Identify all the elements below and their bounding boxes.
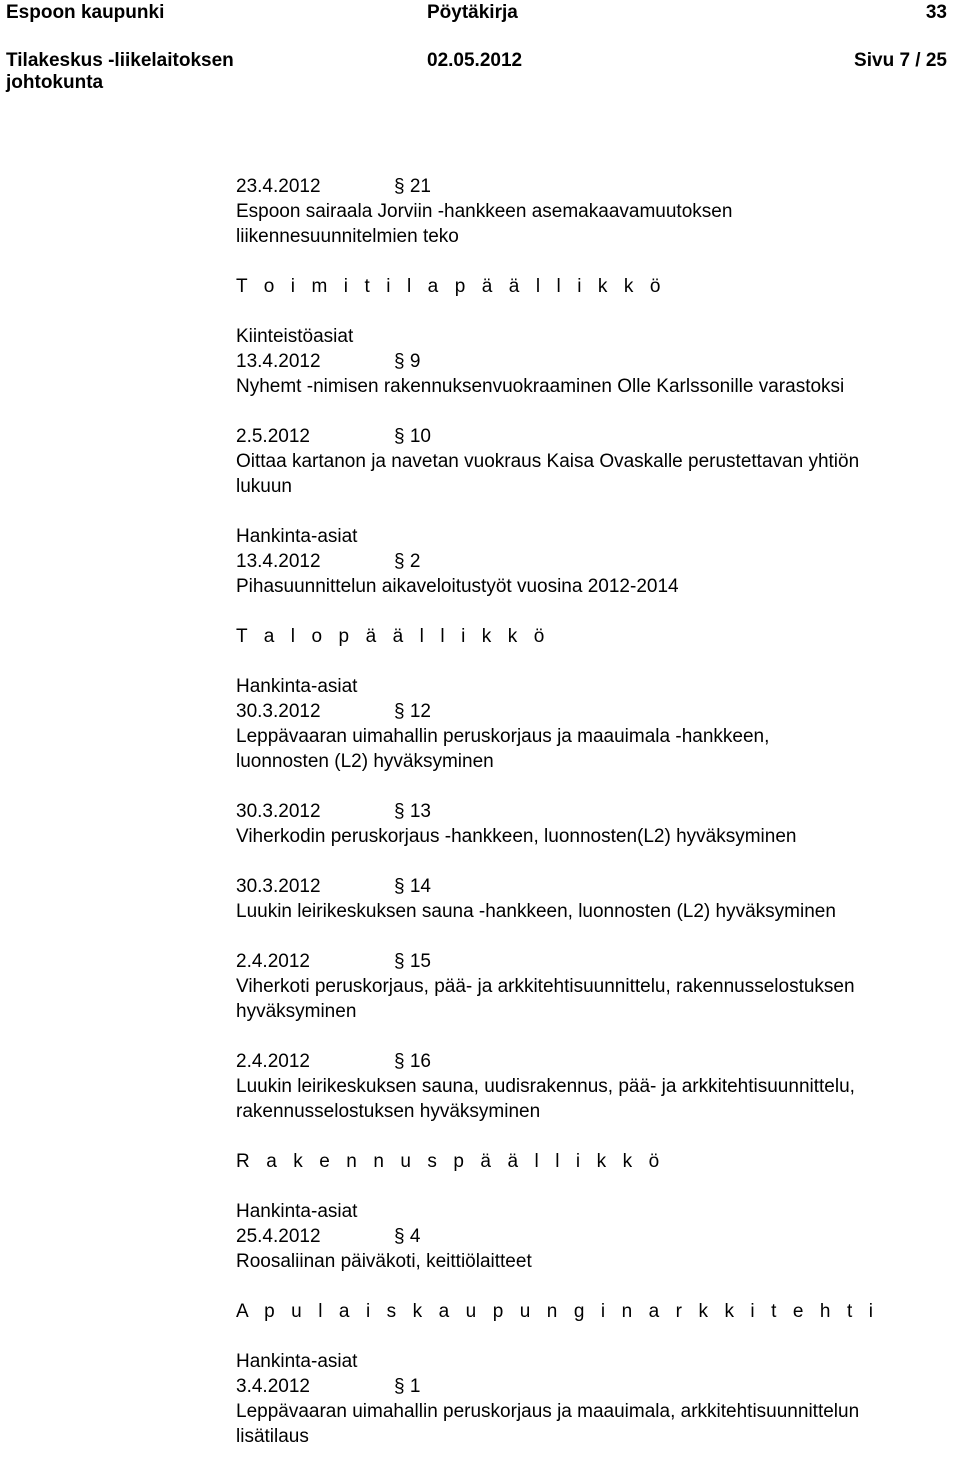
item-date: 2.4.2012 (236, 1051, 310, 1072)
item-date: 30.3.2012 (236, 876, 321, 897)
item-title: luonnosten (L2) hyväksyminen (236, 751, 494, 772)
item-date: 25.4.2012 (236, 1226, 321, 1247)
item-title: Luukin leirikeskuksen sauna, uudisrakennus, pää- ja arkkitehtisuunnittelu, (236, 1076, 855, 1097)
item-date-line (236, 174, 956, 199)
item-date: 2.4.2012 (236, 951, 310, 972)
item-title: Viherkodin peruskorjaus -hankkeen, luonnosten(L2) hyväksyminen (236, 826, 797, 847)
agenda-list (236, 174, 956, 1449)
item-date-line (236, 949, 956, 974)
item-date-line (236, 874, 956, 899)
item-date: 30.3.2012 (236, 801, 321, 822)
category-heading: Hankinta-asiat (236, 1351, 358, 1372)
item-title: Espoon sairaala Jorviin -hankkeen asemakaavamuutoksen (236, 201, 733, 222)
item-section: § 15 (394, 951, 431, 972)
item-date-line (236, 1224, 956, 1249)
item-title: hyväksyminen (236, 1001, 357, 1022)
item-section: § 1 (394, 1376, 421, 1397)
header-number: 33 (925, 2, 947, 23)
item-title: Pihasuunnittelun aikaveloitustyöt vuosina 2012-2014 (236, 576, 679, 597)
role-heading: T a l o p ä ä l l i k k ö (236, 626, 547, 647)
role-heading: R a k e n n u s p ä ä l l i k k ö (236, 1151, 662, 1172)
item-title: rakennusselostuksen hyväksyminen (236, 1101, 541, 1122)
item-section: § 21 (394, 176, 431, 197)
item-section: § 4 (394, 1226, 421, 1247)
item-title: Luukin leirikeskuksen sauna -hankkeen, luonnosten (L2) hyväksyminen (236, 901, 836, 922)
category-heading: Kiinteistöasiat (236, 326, 354, 347)
item-section: § 16 (394, 1051, 431, 1072)
header-org: Espoon kaupunki (6, 2, 165, 23)
item-title: Viherkoti peruskorjaus, pää- ja arkkitehtisuunnittelu, rakennusselostuksen (236, 976, 855, 997)
item-date-line (236, 349, 956, 374)
header-body-line1: Tilakeskus -liikelaitoksen (6, 50, 234, 71)
item-date: 13.4.2012 (236, 551, 321, 572)
role-heading: A p u l a i s k a u p u n g i n a r k k i t e h t i (236, 1301, 876, 1322)
item-section: § 9 (394, 351, 421, 372)
category-heading: Hankinta-asiat (236, 676, 358, 697)
item-date-line (236, 424, 956, 449)
item-section: § 14 (394, 876, 431, 897)
item-date-line (236, 699, 956, 724)
item-date-line (236, 1374, 956, 1399)
item-date: 30.3.2012 (236, 701, 321, 722)
item-date: 13.4.2012 (236, 351, 321, 372)
item-section: § 2 (394, 551, 421, 572)
header-doc-type: Pöytäkirja (427, 2, 518, 23)
item-date: 23.4.2012 (236, 176, 321, 197)
item-section: § 13 (394, 801, 431, 822)
item-date-line (236, 1049, 956, 1074)
item-title: Roosaliinan päiväkoti, keittiölaitteet (236, 1251, 532, 1272)
role-heading: T o i m i t i l a p ä ä l l i k k ö (236, 276, 664, 297)
header-page: Sivu 7 / 25 (854, 50, 947, 71)
item-title: Nyhemt -nimisen rakennuksenvuokraaminen Olle Karlssonille varastoksi (236, 376, 845, 397)
item-title: lukuun (236, 476, 292, 497)
item-section: § 12 (394, 701, 431, 722)
header-date: 02.05.2012 (427, 50, 523, 71)
category-heading: Hankinta-asiat (236, 1201, 358, 1222)
header-body-line2: johtokunta (6, 72, 104, 93)
item-section: § 10 (394, 426, 431, 447)
item-title: Oittaa kartanon ja navetan vuokraus Kaisa Ovaskalle perustettavan yhtiön (236, 451, 860, 472)
item-date: 2.5.2012 (236, 426, 310, 447)
item-title: liikennesuunnitelmien teko (236, 226, 459, 247)
category-heading: Hankinta-asiat (236, 526, 358, 547)
item-title: Leppävaaran uimahallin peruskorjaus ja maauimala -hankkeen, (236, 726, 770, 747)
item-date: 3.4.2012 (236, 1376, 310, 1397)
item-title: Leppävaaran uimahallin peruskorjaus ja maauimala, arkkitehtisuunnittelun (236, 1401, 860, 1422)
item-date-line (236, 549, 956, 574)
item-title: lisätilaus (236, 1426, 309, 1447)
item-date-line (236, 799, 956, 824)
